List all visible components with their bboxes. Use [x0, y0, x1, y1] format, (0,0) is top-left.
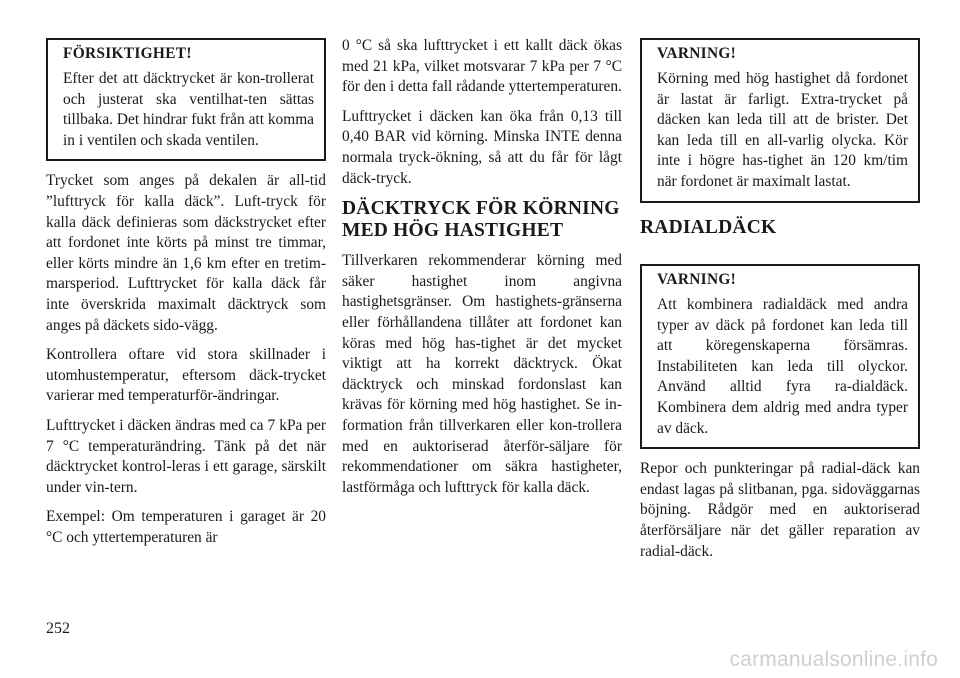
caution-text: Efter det att däcktrycket är kon-trollerat och justerat ska ventilhat-ten sättas tillbaka. Det hindrar fukt från att komma in i ventilen och skada ventilen.: [63, 70, 314, 149]
column-1: [46, 38, 326, 557]
warning-title: VARNING!: [657, 45, 737, 62]
caution-title: FÖRSIKTIGHET!: [63, 45, 192, 62]
column-3: [640, 38, 920, 571]
warning-box-high-speed: [640, 38, 920, 203]
paragraph-radial-repair: Repor och punkteringar på radial-däck kan endast lagas på slitbanan, pga. sidoväggarnas böjning. Rådgör med en auktoriserad återförsäljare när det gäller reparation av radial-däck.: [640, 460, 920, 560]
paragraph-cold-tire-pressure: Trycket som anges på dekalen är all-tid ”lufttryck för kalla däck”. Luft-tryck för kalla däck definieras som däckstrycket efter att fordonet inte körts på minst tre timmar, eller körts mindre än 1,6 km efter en tretim-marsperiod. Lufttrycket för kalla däck får inte överskrida maximalt däcktryck som anges på däckets sido-vägg.: [46, 172, 326, 334]
paragraph-pressure-increase: Lufttrycket i däcken kan öka från 0,13 till 0,40 BAR vid körning. Minska INTE denna normala tryck-ökning, så att du får för lågt däck-tryck.: [342, 107, 622, 187]
warning-text: Att kombinera radialdäck med andra typer av däck på fordonet kan leda till att köregenskaperna försämras. Instabiliteten kan leda till olyckor. Använd alltid fyra ra-dialdäck. Kombinera dem aldrig med andra typer av däck.: [657, 296, 908, 437]
heading-radial-tires: RADIALDÄCK: [640, 216, 777, 238]
caution-box: [46, 38, 326, 161]
paragraph-pressure-change: Lufttrycket i däcken ändras med ca 7 kPa per 7 °C temperaturändring. Tänk på det när däcktrycket kontrol-leras i ett garage, särskilt under vin-tern.: [46, 416, 326, 496]
page-number: 252: [46, 620, 70, 637]
watermark: carmanualsonline.info: [729, 648, 938, 671]
heading-high-speed-pressure: DÄCKTRYCK FÖR KÖRNING MED HÖG HASTIGHET: [342, 198, 620, 241]
warning-title: VARNING!: [657, 271, 737, 289]
paragraph-example: Exempel: Om temperaturen i garaget är 20 °C och yttertemperaturen är: [46, 508, 326, 546]
warning-box-radial: [640, 264, 920, 449]
paragraph-example-continued: 0 °C så ska lufttrycket i ett kallt däck ökas med 21 kPa, vilket motsvarar 7 kPa per 7 °C för den i detta fall rådande yttertemperaturen.: [342, 37, 622, 96]
warning-text: Körning med hög hastighet då fordonet är lastat är farligt. Extra-trycket på däcken kan leda till att de brister. Det kan leda till en all-varlig olycka. Kör inte i högre has-tighet än 120 km/tim när fordonet är maximalt lastat.: [657, 70, 908, 190]
paragraph-high-speed: Tillverkaren rekommenderar körning med säker hastighet inom angivna hastighetsgränser. Om hastighets-gränserna eller förhållandena tillåter att fordonet kan köras med hög has-tighet är det mycket viktigt att ha korrekt däcktryck. Ökat däcktryck och minskad fordonslast kan krävas för körning med hög hastighet. Se in-formation från tillverkaren eller kon-trollera med en auktoriserad återför-säljare för rekommendationer om säkra hastigheter, lastförmåga och lufttryck för kalla däck.: [342, 252, 622, 496]
column-2: [342, 36, 622, 507]
paragraph-temperature-check: Kontrollera oftare vid stora skillnader i utomhustemperatur, eftersom däck-trycket varierar med temperaturför-ändringar.: [46, 346, 326, 405]
